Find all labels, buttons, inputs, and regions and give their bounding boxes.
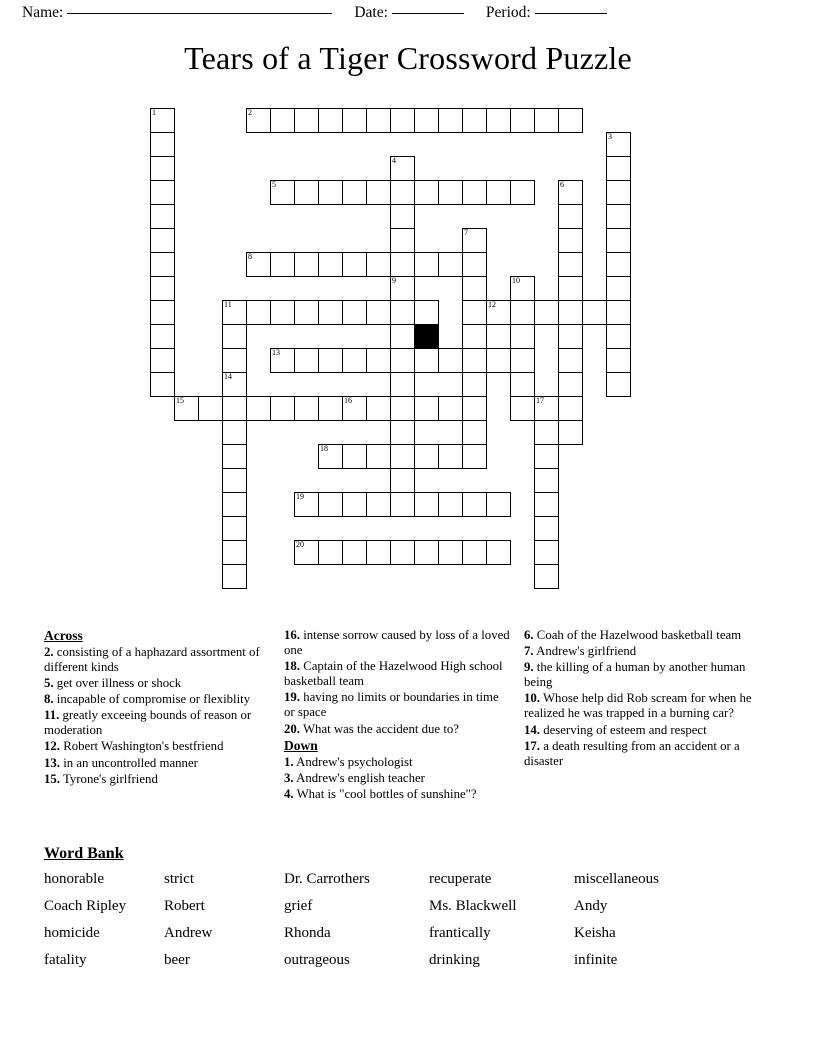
grid-cell[interactable] <box>558 228 583 253</box>
student-info-header <box>0 0 816 26</box>
grid-cell-number: 17 <box>536 396 544 405</box>
grid-cell[interactable] <box>366 300 391 325</box>
grid-cell[interactable] <box>150 276 175 301</box>
word-bank-item: miscellaneous <box>574 871 659 887</box>
grid-cell[interactable] <box>606 252 631 277</box>
clue-text: consisting of a haphazard assortment of different kinds <box>44 644 260 675</box>
grid-cell[interactable] <box>486 108 511 133</box>
grid-cell[interactable] <box>510 348 535 373</box>
grid-cell[interactable] <box>558 204 583 229</box>
grid-cell[interactable] <box>318 492 343 517</box>
name-blank[interactable] <box>67 13 332 14</box>
grid-cell[interactable] <box>606 348 631 373</box>
clue-text: a death resulting from an accident or a disaster <box>524 738 740 768</box>
period-blank[interactable] <box>535 13 607 14</box>
grid-cell[interactable] <box>318 180 343 205</box>
grid-cell-number: 9 <box>392 276 396 285</box>
clue-item <box>284 771 510 786</box>
grid-cell[interactable] <box>534 516 559 541</box>
grid-cell[interactable] <box>222 564 247 589</box>
clue-text: Andrew's english teacher <box>293 770 425 785</box>
clue-number: 17. <box>524 738 540 753</box>
word-bank-item: grief <box>284 898 313 914</box>
grid-cell[interactable] <box>606 372 631 397</box>
grid-cell[interactable] <box>150 372 175 397</box>
grid-cell[interactable] <box>150 324 175 349</box>
grid-cell[interactable] <box>414 348 439 373</box>
grid-cell[interactable] <box>390 372 415 397</box>
grid-cell[interactable] <box>438 180 463 205</box>
grid-cell-number: 11 <box>224 300 232 309</box>
grid-cell[interactable] <box>510 180 535 205</box>
across-heading: Across <box>44 628 83 643</box>
grid-cell[interactable] <box>486 180 511 205</box>
grid-cell[interactable] <box>366 444 391 469</box>
clue-item <box>524 723 774 738</box>
grid-cell[interactable] <box>246 108 271 133</box>
grid-cell-number: 12 <box>488 300 496 309</box>
word-bank-item: homicide <box>44 925 100 941</box>
grid-cell[interactable] <box>390 492 415 517</box>
date-blank[interactable] <box>392 13 464 14</box>
page-title: Tears of a Tiger Crossword Puzzle <box>184 40 632 76</box>
grid-cell[interactable] <box>294 396 319 421</box>
grid-cell[interactable] <box>606 324 631 349</box>
grid-cell[interactable] <box>462 540 487 565</box>
grid-cell[interactable] <box>534 492 559 517</box>
clue-item <box>44 708 270 738</box>
clue-text: Andrew's psychologist <box>293 754 413 769</box>
clue-number: 1. <box>284 754 294 769</box>
grid-cell[interactable] <box>390 540 415 565</box>
clue-number: 7. <box>524 644 534 659</box>
grid-cell[interactable] <box>222 300 247 325</box>
word-bank-item: Andrew <box>164 925 213 941</box>
grid-cell[interactable] <box>342 540 367 565</box>
grid-cell[interactable] <box>366 108 391 133</box>
grid-cell-blocked <box>414 324 439 349</box>
grid-cell-number: 6 <box>560 180 564 189</box>
grid-cell[interactable] <box>510 372 535 397</box>
word-bank-item: frantically <box>429 925 491 941</box>
word-bank-item: drinking <box>429 952 480 968</box>
grid-cell[interactable] <box>222 420 247 445</box>
grid-cell[interactable] <box>558 324 583 349</box>
grid-cell-number: 13 <box>272 348 280 357</box>
grid-cell[interactable] <box>342 108 367 133</box>
grid-cell[interactable] <box>462 444 487 469</box>
grid-cell[interactable] <box>270 252 295 277</box>
grid-cell[interactable] <box>534 420 559 445</box>
clue-number: 19. <box>284 690 300 705</box>
grid-cell[interactable] <box>222 396 247 421</box>
clue-text: intense sorrow caused by loss of a loved one <box>284 628 510 658</box>
word-bank-item: fatality <box>44 952 87 968</box>
grid-cell-number: 7 <box>464 228 468 237</box>
clue-text: Whose help did Rob scream for when he realized he was trapped in a burning car? <box>524 691 752 721</box>
grid-cell-number: 14 <box>224 372 232 381</box>
grid-cell[interactable] <box>558 348 583 373</box>
crossword-grid[interactable] <box>150 108 670 623</box>
grid-cell[interactable] <box>438 492 463 517</box>
grid-cell[interactable] <box>150 180 175 205</box>
grid-cell[interactable] <box>534 108 559 133</box>
grid-cell[interactable] <box>150 156 175 181</box>
grid-cell-number: 1 <box>152 108 156 117</box>
grid-cell[interactable] <box>606 300 631 325</box>
grid-cell[interactable] <box>150 228 175 253</box>
grid-cell[interactable] <box>534 444 559 469</box>
word-bank-item: recuperate <box>429 871 492 887</box>
grid-cell[interactable] <box>342 444 367 469</box>
grid-cell[interactable] <box>246 300 271 325</box>
grid-cell[interactable] <box>222 324 247 349</box>
grid-cell[interactable] <box>294 492 319 517</box>
clue-number: 14. <box>524 722 540 737</box>
grid-cell[interactable] <box>270 396 295 421</box>
grid-cell[interactable] <box>558 252 583 277</box>
grid-cell[interactable] <box>294 108 319 133</box>
grid-cell[interactable] <box>390 276 415 301</box>
clues-section <box>44 628 784 803</box>
grid-cell[interactable] <box>366 540 391 565</box>
clue-text: having no limits or boundaries in time or space <box>284 690 499 720</box>
clue-text: incapable of compromise or flexiblity <box>53 692 251 707</box>
clue-text: Coah of the Hazelwood basketball team <box>533 628 742 642</box>
grid-cell[interactable] <box>414 444 439 469</box>
clue-number: 11. <box>44 708 60 723</box>
clue-number: 3. <box>284 770 294 785</box>
grid-cell[interactable] <box>534 396 559 421</box>
grid-cell[interactable] <box>414 396 439 421</box>
clue-item <box>284 628 510 658</box>
grid-cell[interactable] <box>222 492 247 517</box>
grid-cell[interactable] <box>558 276 583 301</box>
clue-text: What is "cool bottles of sunshine"? <box>293 786 477 801</box>
clues-column-3 <box>524 628 774 770</box>
period-label: Period: <box>485 4 531 21</box>
clue-item <box>524 739 774 769</box>
grid-cell[interactable] <box>606 276 631 301</box>
grid-cell[interactable] <box>366 396 391 421</box>
grid-cell[interactable] <box>414 252 439 277</box>
grid-cell[interactable] <box>390 444 415 469</box>
word-bank-section <box>44 845 784 969</box>
clues-column-2 <box>284 628 524 803</box>
grid-cell[interactable] <box>558 420 583 445</box>
clue-item <box>44 645 270 675</box>
grid-cell[interactable] <box>246 396 271 421</box>
grid-cell-number: 4 <box>392 156 396 165</box>
grid-cell[interactable] <box>318 252 343 277</box>
clue-item <box>44 772 270 787</box>
grid-cell[interactable] <box>414 300 439 325</box>
grid-cell[interactable] <box>366 348 391 373</box>
grid-cell[interactable] <box>462 180 487 205</box>
grid-cell[interactable] <box>462 372 487 397</box>
clue-number: 15. <box>44 771 60 786</box>
grid-cell[interactable] <box>534 300 559 325</box>
grid-cell[interactable] <box>462 396 487 421</box>
word-bank-heading: Word Bank <box>44 845 124 862</box>
grid-cell[interactable] <box>294 540 319 565</box>
grid-cell[interactable] <box>222 540 247 565</box>
grid-cell[interactable] <box>270 300 295 325</box>
clue-item <box>284 787 510 802</box>
grid-cell[interactable] <box>150 348 175 373</box>
clue-number: 8. <box>44 692 54 707</box>
down-heading: Down <box>284 737 318 753</box>
grid-cell[interactable] <box>294 180 319 205</box>
grid-cell[interactable] <box>558 300 583 325</box>
grid-cell-number: 20 <box>296 540 304 549</box>
word-bank-item: Ms. Blackwell <box>429 898 517 914</box>
word-bank-item: Robert <box>164 898 205 914</box>
grid-cell[interactable] <box>438 396 463 421</box>
grid-cell[interactable] <box>150 132 175 157</box>
word-bank-item: outrageous <box>284 952 350 968</box>
grid-cell[interactable] <box>606 204 631 229</box>
grid-cell[interactable] <box>390 300 415 325</box>
grid-cell[interactable] <box>366 492 391 517</box>
grid-cell[interactable] <box>390 108 415 133</box>
grid-cell[interactable] <box>486 300 511 325</box>
grid-cell[interactable] <box>438 540 463 565</box>
clue-item <box>284 755 510 770</box>
clue-text: Andrew's girlfriend <box>533 644 637 659</box>
grid-cell[interactable] <box>486 492 511 517</box>
grid-cell[interactable] <box>606 180 631 205</box>
grid-cell[interactable] <box>414 180 439 205</box>
clue-item <box>284 722 510 737</box>
word-bank-item: honorable <box>44 871 104 887</box>
grid-cell[interactable] <box>606 156 631 181</box>
grid-cell[interactable] <box>270 108 295 133</box>
grid-cell[interactable] <box>390 252 415 277</box>
grid-cell[interactable] <box>318 300 343 325</box>
clue-text: the killing of a human by another human being <box>524 660 746 690</box>
word-bank-item: strict <box>164 871 194 887</box>
word-bank-item: Keisha <box>574 925 616 941</box>
grid-cell[interactable] <box>510 276 535 301</box>
grid-cell[interactable] <box>390 468 415 493</box>
date-label: Date: <box>354 4 388 21</box>
grid-cell[interactable] <box>462 492 487 517</box>
grid-cell[interactable] <box>558 108 583 133</box>
grid-cell-number: 5 <box>272 180 276 189</box>
grid-cell[interactable] <box>342 252 367 277</box>
grid-cell[interactable] <box>510 324 535 349</box>
grid-cell[interactable] <box>246 252 271 277</box>
grid-cell[interactable] <box>222 348 247 373</box>
grid-cell[interactable] <box>438 252 463 277</box>
grid-cell[interactable] <box>390 180 415 205</box>
grid-cell[interactable] <box>222 468 247 493</box>
grid-cell[interactable] <box>510 396 535 421</box>
grid-cell[interactable] <box>558 372 583 397</box>
grid-cell[interactable] <box>390 204 415 229</box>
grid-cell[interactable] <box>438 348 463 373</box>
clue-text: Robert Washington's bestfriend <box>60 739 224 754</box>
grid-cell[interactable] <box>462 252 487 277</box>
clue-item <box>524 660 774 690</box>
grid-cell-number: 3 <box>608 132 612 141</box>
grid-cell-number: 8 <box>248 252 252 261</box>
clue-number: 6. <box>524 628 534 642</box>
grid-cell[interactable] <box>462 300 487 325</box>
clue-number: 5. <box>44 676 54 691</box>
grid-cell-number: 16 <box>344 396 352 405</box>
grid-cell[interactable] <box>462 348 487 373</box>
grid-cell[interactable] <box>294 300 319 325</box>
grid-cell[interactable] <box>510 300 535 325</box>
grid-cell[interactable] <box>390 396 415 421</box>
clue-item <box>524 628 774 643</box>
grid-cell[interactable] <box>534 564 559 589</box>
grid-cell[interactable] <box>558 180 583 205</box>
word-bank-item: infinite <box>574 952 618 968</box>
grid-cell[interactable] <box>462 324 487 349</box>
word-bank-item: Rhonda <box>284 925 331 941</box>
grid-cell[interactable] <box>150 204 175 229</box>
grid-cell[interactable] <box>414 492 439 517</box>
grid-cell[interactable] <box>390 420 415 445</box>
clues-column-1 <box>44 628 284 788</box>
clue-text: get over illness or shock <box>53 676 182 691</box>
grid-cell[interactable] <box>462 420 487 445</box>
clue-number: 20. <box>284 721 300 736</box>
clue-item <box>44 676 270 691</box>
grid-cell-number: 10 <box>512 276 520 285</box>
grid-cell[interactable] <box>222 444 247 469</box>
grid-cell[interactable] <box>198 396 223 421</box>
grid-cell[interactable] <box>342 180 367 205</box>
clue-item <box>524 644 774 659</box>
grid-cell[interactable] <box>366 252 391 277</box>
clue-number: 2. <box>44 644 54 659</box>
grid-cell[interactable] <box>270 180 295 205</box>
grid-cell[interactable] <box>342 396 367 421</box>
word-bank-item: Andy <box>574 898 608 914</box>
clue-item <box>284 690 510 720</box>
grid-cell[interactable] <box>486 540 511 565</box>
grid-cell[interactable] <box>318 348 343 373</box>
grid-cell[interactable] <box>558 396 583 421</box>
grid-cell[interactable] <box>438 108 463 133</box>
grid-cell[interactable] <box>582 300 607 325</box>
grid-cell[interactable] <box>222 516 247 541</box>
grid-cell-number: 18 <box>320 444 328 453</box>
grid-cell[interactable] <box>462 228 487 253</box>
grid-cell[interactable] <box>390 156 415 181</box>
grid-cell[interactable] <box>486 348 511 373</box>
clue-text: deserving of esteem and respect <box>540 722 707 737</box>
grid-cell[interactable] <box>150 300 175 325</box>
word-bank-item: beer <box>164 952 190 968</box>
clue-number: 4. <box>284 786 294 801</box>
grid-cell[interactable] <box>318 444 343 469</box>
word-bank-item: Coach Ripley <box>44 898 127 914</box>
grid-cell[interactable] <box>174 396 199 421</box>
clue-number: 13. <box>44 755 60 770</box>
grid-cell[interactable] <box>270 348 295 373</box>
name-label: Name: <box>22 4 64 21</box>
grid-cell[interactable] <box>606 228 631 253</box>
clue-number: 9. <box>524 660 534 675</box>
grid-cell[interactable] <box>294 348 319 373</box>
clue-text: Captain of the Hazelwood High school basketball team <box>284 659 503 689</box>
clue-number: 16. <box>284 628 300 642</box>
clue-item <box>44 692 270 707</box>
clue-text: Tyrone's girlfriend <box>60 771 158 786</box>
grid-cell[interactable] <box>366 180 391 205</box>
grid-cell-number: 19 <box>296 492 304 501</box>
grid-cell[interactable] <box>150 108 175 133</box>
grid-cell[interactable] <box>390 348 415 373</box>
grid-cell[interactable] <box>390 228 415 253</box>
grid-cell[interactable] <box>510 108 535 133</box>
clue-number: 12. <box>44 739 60 754</box>
grid-cell-number: 15 <box>176 396 184 405</box>
grid-cell[interactable] <box>150 252 175 277</box>
grid-cell[interactable] <box>462 108 487 133</box>
clue-item <box>524 691 774 721</box>
grid-cell[interactable] <box>318 540 343 565</box>
word-bank-list <box>44 871 784 969</box>
grid-cell[interactable] <box>414 540 439 565</box>
grid-cell[interactable] <box>534 540 559 565</box>
clue-item <box>284 659 510 689</box>
clue-text: What was the accident due to? <box>300 721 459 736</box>
word-bank-item: Dr. Carrothers <box>284 871 370 887</box>
clue-number: 18. <box>284 659 300 674</box>
clue-item <box>44 739 270 754</box>
grid-cell[interactable] <box>534 468 559 493</box>
clue-item <box>44 756 270 771</box>
grid-cell[interactable] <box>318 396 343 421</box>
grid-cell[interactable] <box>222 372 247 397</box>
grid-cell[interactable] <box>414 108 439 133</box>
grid-cell[interactable] <box>390 324 415 349</box>
clue-text: in an uncontrolled manner <box>60 755 198 770</box>
grid-cell[interactable] <box>438 444 463 469</box>
clue-text: greatly exceeing bounds of reason or moderation <box>44 708 252 738</box>
grid-cell[interactable] <box>318 108 343 133</box>
clue-number: 10. <box>524 691 540 706</box>
grid-cell[interactable] <box>606 132 631 157</box>
grid-cell[interactable] <box>342 492 367 517</box>
grid-cell-number: 2 <box>248 108 252 117</box>
grid-cell[interactable] <box>342 300 367 325</box>
grid-cell[interactable] <box>294 252 319 277</box>
grid-cell[interactable] <box>342 348 367 373</box>
grid-cell[interactable] <box>462 276 487 301</box>
